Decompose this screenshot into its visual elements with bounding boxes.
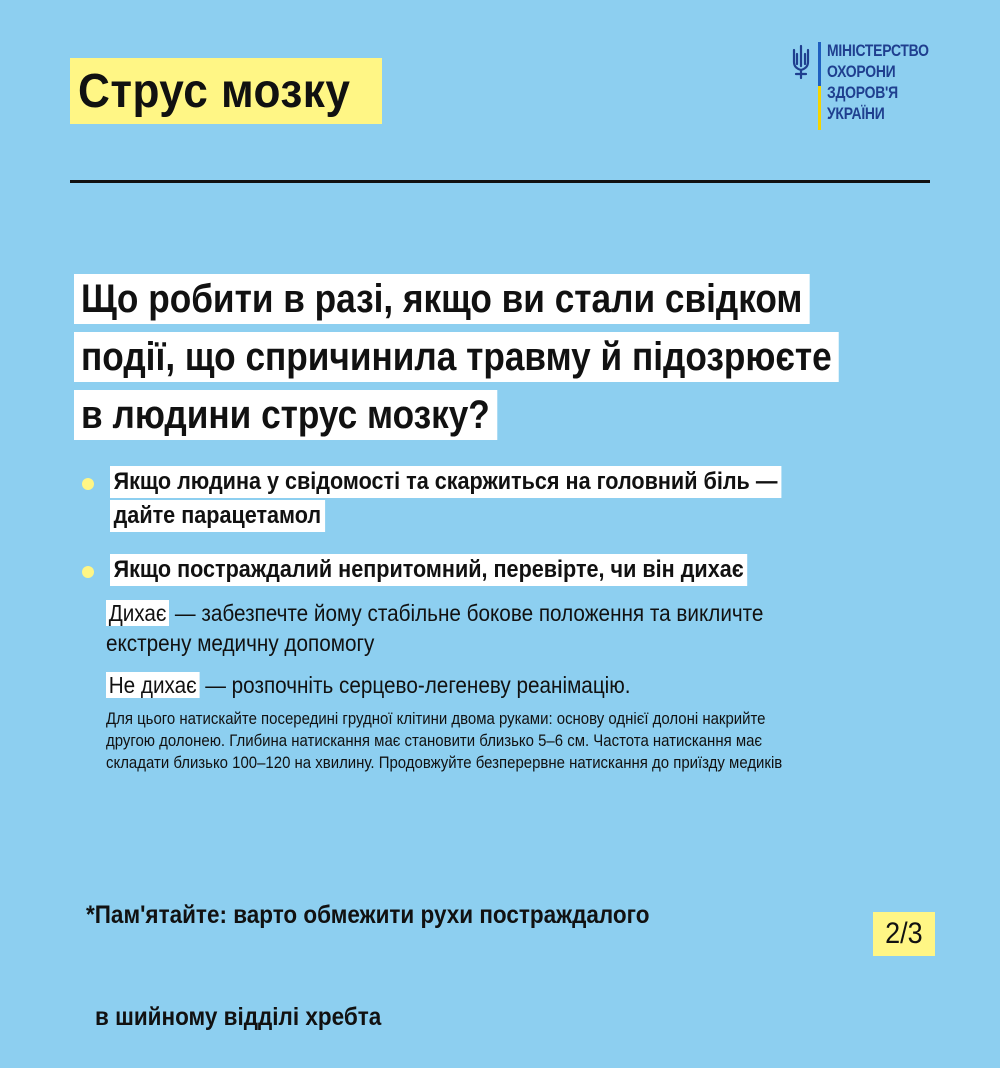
page-title: Струс мозку [78,64,351,118]
bullet-dot-icon [82,566,94,578]
logo-flag-bars [818,42,821,130]
bullet-text: дайте парацетамол [110,500,325,532]
cpr-line: другою долонею. Глибина натискання має становити близько 5–6 см. Частота натискання має [106,731,763,750]
logo-yellow-bar [818,86,821,130]
bullet-dot-icon [82,478,94,490]
title-highlight [70,58,382,124]
breathing-instruction [106,598,926,658]
bullet-text: Якщо постраждалий непритомний, перевірте, чи він дихає [110,554,747,586]
question-heading [74,274,943,448]
breathing-label: Дихає [106,600,169,626]
ministry-logo [790,40,951,130]
breathing-text-cont: екстрену медичну допомогу [106,630,375,656]
instruction-list [80,466,940,608]
not-breathing-label: Не дихає [106,672,199,698]
question-line: Що робити в разі, якщо ви стали свідком [74,274,810,324]
logo-line: ЗДОРОВ'Я [827,83,898,102]
note-line: в шийному відділі хребта [95,1003,382,1031]
page-indicator-text: 2/3 [885,917,923,950]
cpr-line: складати близько 100–120 на хвилину. Продовжуйте безперервне натискання до приїзду медиків [106,753,783,772]
note-line: *Пам'ятайте: варто обмежити рухи постраждалого [86,901,650,929]
list-item [80,554,940,586]
bullet-text: Якщо людина у свідомості та скаржиться на головний біль — [110,466,781,498]
remember-note [86,830,649,1068]
breathing-text: — забезпечте йому стабільне бокове положення та викличте [169,600,764,626]
cpr-line: Для цього натискайте посередині грудної клітини двома руками: основу однієї долоні накрийте [106,709,766,728]
list-item [80,466,940,532]
question-line: в людини струс мозку? [74,390,497,440]
not-breathing-instruction [106,670,926,700]
header-divider [70,180,930,183]
logo-line: УКРАЇНИ [827,104,885,123]
logo-line: МІНІСТЕРСТВО [827,41,929,60]
cpr-details [106,708,828,774]
logo-line: ОХОРОНИ [827,62,896,81]
question-line: події, що спричинила травму й підозрюєте [74,332,839,382]
trident-emblem-icon [790,44,812,80]
logo-text [827,40,929,124]
logo-blue-bar [818,42,821,86]
not-breathing-text: — розпочніть серцево-легеневу реанімацію. [199,672,631,698]
page-indicator [873,912,935,956]
